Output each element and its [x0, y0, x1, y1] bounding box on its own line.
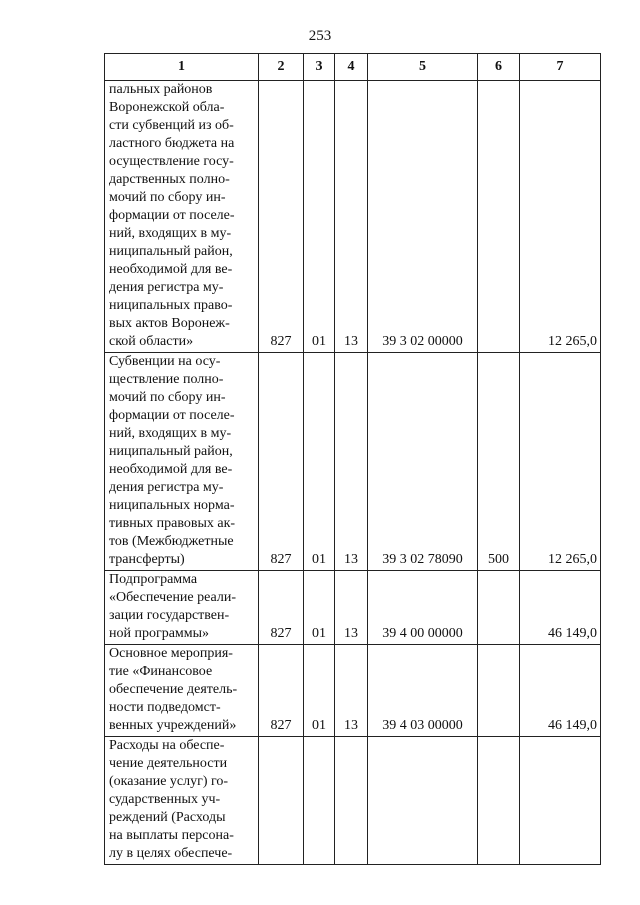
column-header-7: 7 [520, 54, 601, 81]
admin-code-cell: 827 [259, 81, 304, 353]
admin-code-cell: 827 [259, 353, 304, 571]
admin-code-cell: 827 [259, 645, 304, 737]
target-article-cell: 39 3 02 78090 [368, 353, 478, 571]
table-row [105, 737, 601, 865]
expense-type-cell: 500 [478, 353, 520, 571]
amount-cell: 46 149,0 [520, 571, 601, 645]
target-article-cell: 39 4 03 00000 [368, 645, 478, 737]
subsection-cell: 13 [335, 353, 368, 571]
table-header-row [105, 54, 601, 81]
expense-type-cell [478, 81, 520, 353]
page-number: 253 [308, 28, 332, 44]
expense-type-cell [478, 737, 520, 865]
column-header-2: 2 [259, 54, 304, 81]
row-description: Расходы на обеспе- чение деятельности (оказание услуг) го- сударственных уч- реждений (Расходы на выплаты персона- лу в целях обеспече- [105, 737, 259, 865]
amount-cell: 12 265,0 [520, 81, 601, 353]
budget-table [104, 53, 601, 865]
row-description: Подпрограмма «Обеспечение реали- зации государствен- ной программы» [105, 571, 259, 645]
table-row [105, 571, 601, 645]
column-header-4: 4 [335, 54, 368, 81]
table-row [105, 645, 601, 737]
row-description: Субвенции на осу- ществление полно- мочий по сбору ин- формации от поселе- ний, входящих в му- ниципальный район, необходимой для ве- дения регистра му- ниципальных норма- тивных правовых ак- тов (Межбюджетные трансферты) [105, 353, 259, 571]
section-cell: 01 [304, 645, 335, 737]
table-row [105, 353, 601, 571]
subsection-cell: 13 [335, 645, 368, 737]
target-article-cell [368, 737, 478, 865]
subsection-cell [335, 737, 368, 865]
amount-cell: 12 265,0 [520, 353, 601, 571]
admin-code-cell [259, 737, 304, 865]
column-header-6: 6 [478, 54, 520, 81]
expense-type-cell [478, 571, 520, 645]
section-cell: 01 [304, 81, 335, 353]
section-cell: 01 [304, 353, 335, 571]
column-header-3: 3 [304, 54, 335, 81]
column-header-1: 1 [105, 54, 259, 81]
expense-type-cell [478, 645, 520, 737]
section-cell [304, 737, 335, 865]
table-row [105, 81, 601, 353]
row-description: Основное мероприя- тие «Финансовое обеспечение деятель- ности подведомст- венных учреждений» [105, 645, 259, 737]
admin-code-cell: 827 [259, 571, 304, 645]
subsection-cell: 13 [335, 571, 368, 645]
target-article-cell: 39 3 02 00000 [368, 81, 478, 353]
amount-cell: 46 149,0 [520, 645, 601, 737]
subsection-cell: 13 [335, 81, 368, 353]
section-cell: 01 [304, 571, 335, 645]
amount-cell [520, 737, 601, 865]
row-description: пальных районов Воронежской обла- сти субвенций из об- ластного бюджета на осуществление госу- дарственных полно- мочий по сбору ин- формации от поселе- ний, входящих в му- ниципальный район, необходимой для ве- дения регистра му- ниципальных право- вых актов Воронеж- ской области» [105, 81, 259, 353]
column-header-5: 5 [368, 54, 478, 81]
target-article-cell: 39 4 00 00000 [368, 571, 478, 645]
